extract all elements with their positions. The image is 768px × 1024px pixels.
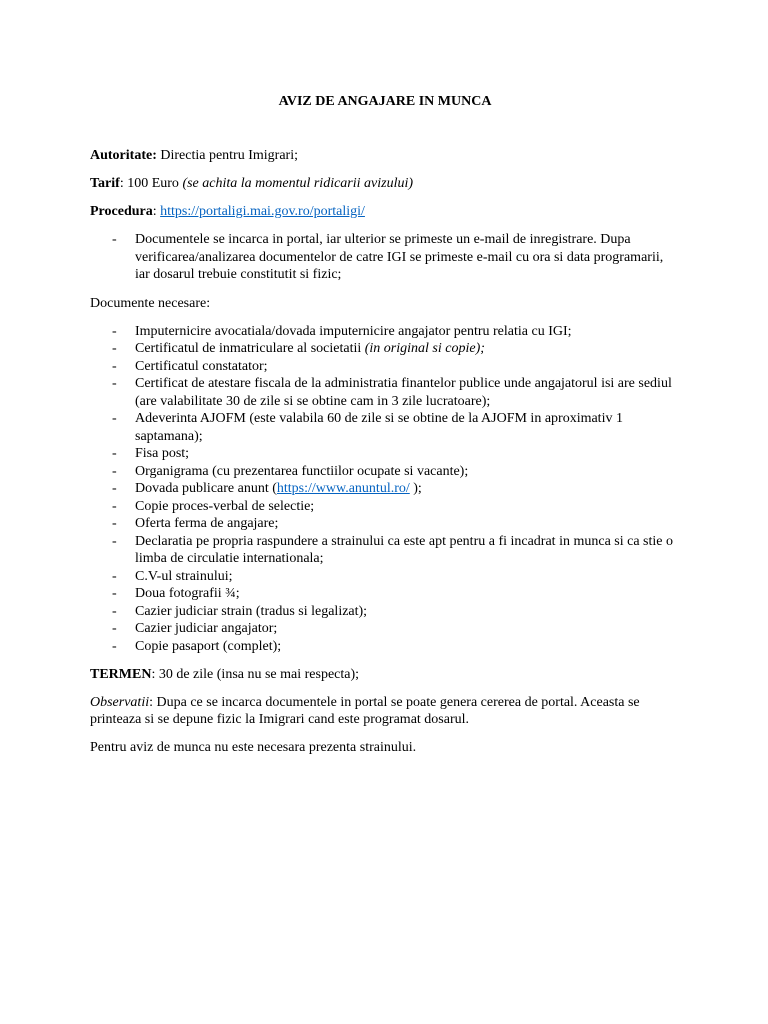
bullet-dash: - <box>112 411 117 426</box>
list-item <box>90 585 680 603</box>
bullet-dash: - <box>112 498 117 514</box>
document-item-text: C.V-ul strainului; <box>135 568 233 584</box>
observations-text: : Dupa ce se incarca documentele in portal se poate genera cererea de portal. Aceasta se printeaza si se depune fizic la Imigrari cand este programat dosarul. <box>90 695 640 727</box>
list-item <box>90 323 680 341</box>
observations-label: Observatii <box>90 695 150 710</box>
bullet-dash: - <box>112 446 117 461</box>
list-item <box>90 340 680 358</box>
bullet-dash: - <box>112 603 117 619</box>
bullet-dash: - <box>112 376 117 391</box>
procedure-line <box>90 203 680 220</box>
bullet-dash: - <box>112 358 117 374</box>
list-item <box>90 375 680 410</box>
bullet-dash: - <box>112 586 117 601</box>
observations-paragraph <box>90 694 680 728</box>
document-item-text: Cazier judiciar angajator; <box>135 621 278 636</box>
document-item-text: Fisa post; <box>135 446 190 461</box>
document-item-text: Cazier judiciar strain (tradus si legalizat); <box>135 603 368 619</box>
documents-heading: Documente necesare: <box>90 295 211 311</box>
tariff-value: : 100 Euro <box>119 176 183 191</box>
list-item <box>90 480 680 498</box>
anuntul-link[interactable]: https://www.anuntul.ro/ <box>276 481 410 496</box>
list-item <box>90 463 680 481</box>
list-item <box>90 533 680 568</box>
bullet-dash: - <box>112 463 117 479</box>
document-item-text: Organigrama (cu prezentarea functiilor ocupate si vacante); <box>135 463 469 479</box>
list-item <box>90 620 680 638</box>
authority-line <box>90 147 680 164</box>
procedure-separator: : <box>152 204 161 219</box>
bullet-dash: - <box>112 533 117 549</box>
procedure-list <box>90 231 680 284</box>
document-page <box>90 93 680 767</box>
term-label: TERMEN <box>90 667 152 682</box>
document-item-text: Oferta ferma de angajare; <box>135 516 279 531</box>
bullet-dash: - <box>112 481 117 496</box>
document-title: AVIZ DE ANGAJARE IN MUNCA <box>278 94 492 109</box>
final-note: Pentru aviz de munca nu este necesara prezenta strainului. <box>90 740 417 755</box>
bullet-dash: - <box>112 323 117 339</box>
bullet-dash: - <box>112 341 117 356</box>
authority-value: Directia pentru Imigrari; <box>156 148 298 163</box>
list-item <box>90 638 680 656</box>
list-item <box>90 515 680 533</box>
document-item-text: Imputernicire avocatiala/dovada imputernicire angajator pentru relatia cu IGI; <box>135 323 572 339</box>
list-item <box>90 568 680 586</box>
procedure-label: Procedura <box>90 204 153 219</box>
bullet-dash: - <box>112 638 117 654</box>
document-item-text: Copie proces-verbal de selectie; <box>135 498 315 514</box>
document-item-note: (in original si copie); <box>364 341 485 356</box>
document-item-text: Dovada publicare anunt ( <box>135 481 277 496</box>
tariff-note: (se achita la momentul ridicarii avizului) <box>182 176 414 191</box>
tariff-label: Tarif <box>90 176 120 191</box>
bullet-dash: - <box>112 232 117 247</box>
procedure-item-text: Documentele se incarca in portal, iar ulterior se primeste un e-mail de inregistrare. Dupa verificarea/analizarea documentelor de catre IGI se primeste e-mail cu ora si data programarii, iar dosarul trebuie constitutit si fizic; <box>135 232 664 282</box>
term-line <box>90 666 680 683</box>
list-item <box>90 498 680 516</box>
document-item-text: Adeverinta AJOFM (este valabila 60 de zile si se obtine de la AJOFM in aproximativ 1 saptamana); <box>135 411 623 444</box>
documents-list <box>90 323 680 656</box>
bullet-dash: - <box>112 621 117 636</box>
document-item-text: Certificatul constatator; <box>135 358 268 374</box>
document-item-text: Doua fotografii ¾; <box>135 586 240 601</box>
document-item-text: Copie pasaport (complet); <box>135 638 282 654</box>
portal-link[interactable]: https://portaligi.mai.gov.ro/portaligi/ <box>160 204 365 219</box>
document-item-text-end: ); <box>409 481 422 496</box>
list-item <box>90 231 680 284</box>
document-item-text: Certificat de atestare fiscala de la administratia finantelor publice unde angajatorul isi are sediul (are valabilitate 30 de zile si se obtine cam in 3 zile lucratoare); <box>135 376 672 409</box>
list-item <box>90 603 680 621</box>
list-item <box>90 410 680 445</box>
document-item-text: Certificatul de inmatriculare al societatii <box>135 341 365 356</box>
list-item <box>90 358 680 376</box>
term-value: : 30 de zile (insa nu se mai respecta); <box>151 667 360 682</box>
document-item-text: Declaratia pe propria raspundere a strainului ca este apt pentru a fi incadrat in munca si ca stie o limba de circulatie internationala; <box>135 533 673 566</box>
tariff-line <box>90 175 680 192</box>
authority-label: Autoritate: <box>90 148 157 163</box>
list-item <box>90 445 680 463</box>
bullet-dash: - <box>112 568 117 584</box>
bullet-dash: - <box>112 516 117 531</box>
